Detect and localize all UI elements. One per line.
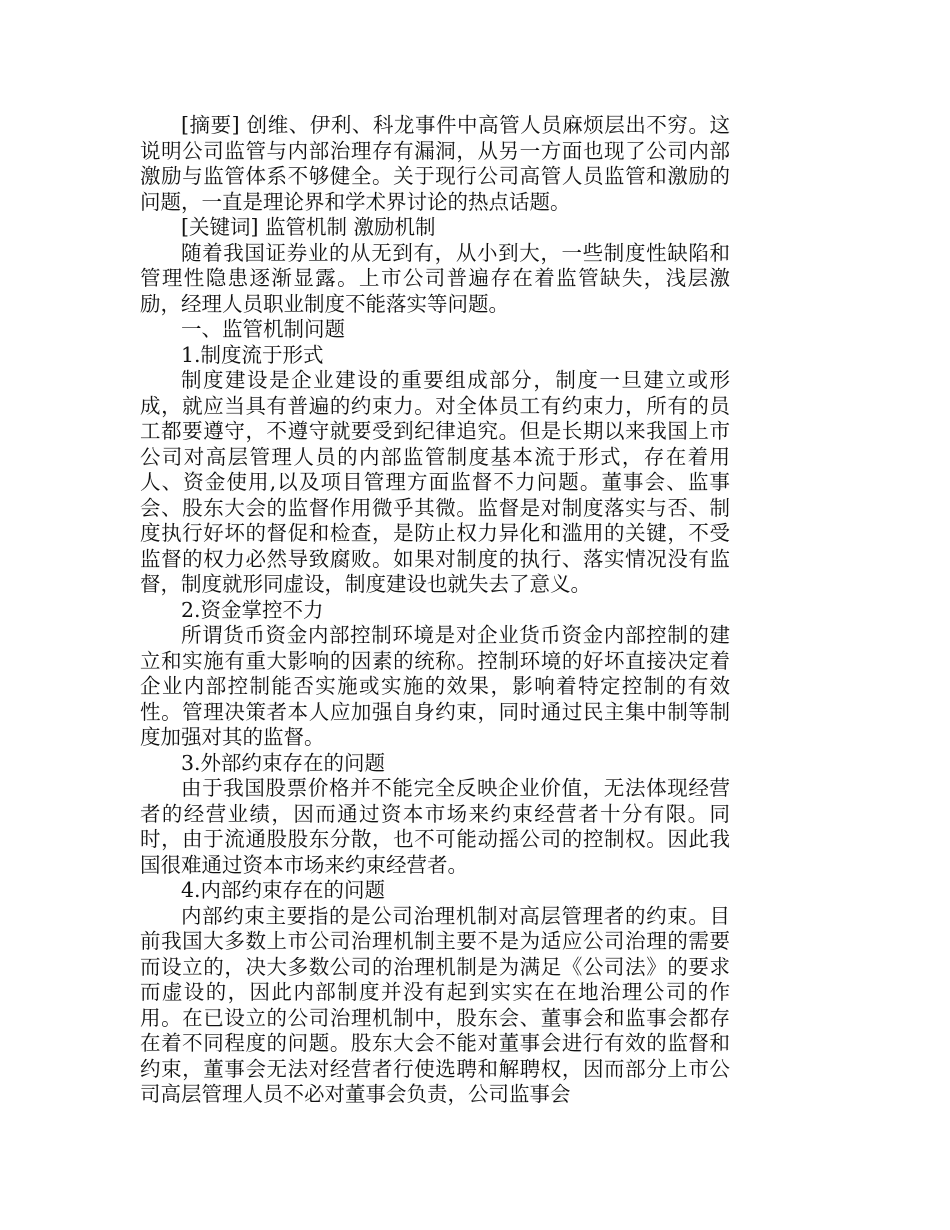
intro-paragraph: 随着我国证券业的从无到有，从小到大，一些制度性缺陷和管理性隐患逐渐显露。上市公司普遍存在着监管缺失，浅层激励，经理人员职业制度不能落实等问题。 [140, 240, 730, 316]
document-page [140, 113, 730, 1108]
subsection-heading-1: 1.制度流于形式 [181, 342, 324, 367]
subsection-4-paragraph: 内部约束主要指的是公司治理机制对高层管理者的约束。目前我国大多数上市公司治理机制主要不是为适应公司治理的需要而设立的，决大多数公司的治理机制是为满足《公司法》的要求而虚设的，因此内部制度并没有起到实实在在地治理公司的作用。在已设立的公司治理机制中，股东会、董事会和监事会都存在着不同程度的问题。股东大会不能对董事会进行有效的监督和约束，董事会无法对经营者行使选聘和解聘权，因而部分上市公司高层管理人员不必对董事会负责，公司监事会 [140, 903, 730, 1106]
subsection-3-paragraph: 由于我国股票价格并不能完全反映企业价值，无法体现经营者的经营业绩，因而通过资本市场来约束经营者十分有限。同时，由于流通股股东分散，也不可能动摇公司的控制权。因此我国很难通过资本市场来约束经营者。 [140, 776, 730, 877]
subsection-heading-2: 2.资金掌控不力 [181, 597, 324, 622]
subsection-1-paragraph: 制度建设是企业建设的重要组成部分，制度一旦建立或形成，就应当具有普遍的约束力。对全体员工有约束力，所有的员工都要遵守，不遵守就要受到纪律追究。但是长期以来我国上市公司对高层管理人员的内部监管制度基本流于形式，存在着用人、资金使用,以及项目管理方面监督不力问题。董事会、监事会、股东大会的监督作用微乎其微。监督是对制度落实与否、制度执行好坏的督促和检查，是防止权力异化和滥用的关键，不受监督的权力必然导致腐败。如果对制度的执行、落实情况没有监督，制度就形同虚设，制度建设也就失去了意义。 [140, 368, 730, 596]
subsection-2-paragraph: 所谓货币资金内部控制环境是对企业货币资金内部控制的建立和实施有重大影响的因素的统称。控制环境的好坏直接决定着企业内部控制能否实施或实施的效果，影响着特定控制的有效性。管理决策者本人应加强自身约束，同时通过民主集中制等制度加强对其的监督。 [140, 623, 730, 749]
subsection-heading-3: 3.外部约束存在的问题 [181, 750, 386, 775]
section-heading-1: 一、监管机制问题 [181, 317, 345, 341]
keywords-line: [关键词] 监管机制 激励机制 [181, 215, 436, 239]
abstract-paragraph: [摘要] 创维、伊利、科龙事件中高管人员麻烦层出不穷。这说明公司监管与内部治理存有漏洞，从另一方面也现了公司内部激励与监管体系不够健全。关于现行公司高管人员监管和激励的问题，一直是理论界和学术界讨论的热点话题。 [140, 113, 730, 214]
subsection-heading-4: 4.内部约束存在的问题 [181, 878, 386, 902]
